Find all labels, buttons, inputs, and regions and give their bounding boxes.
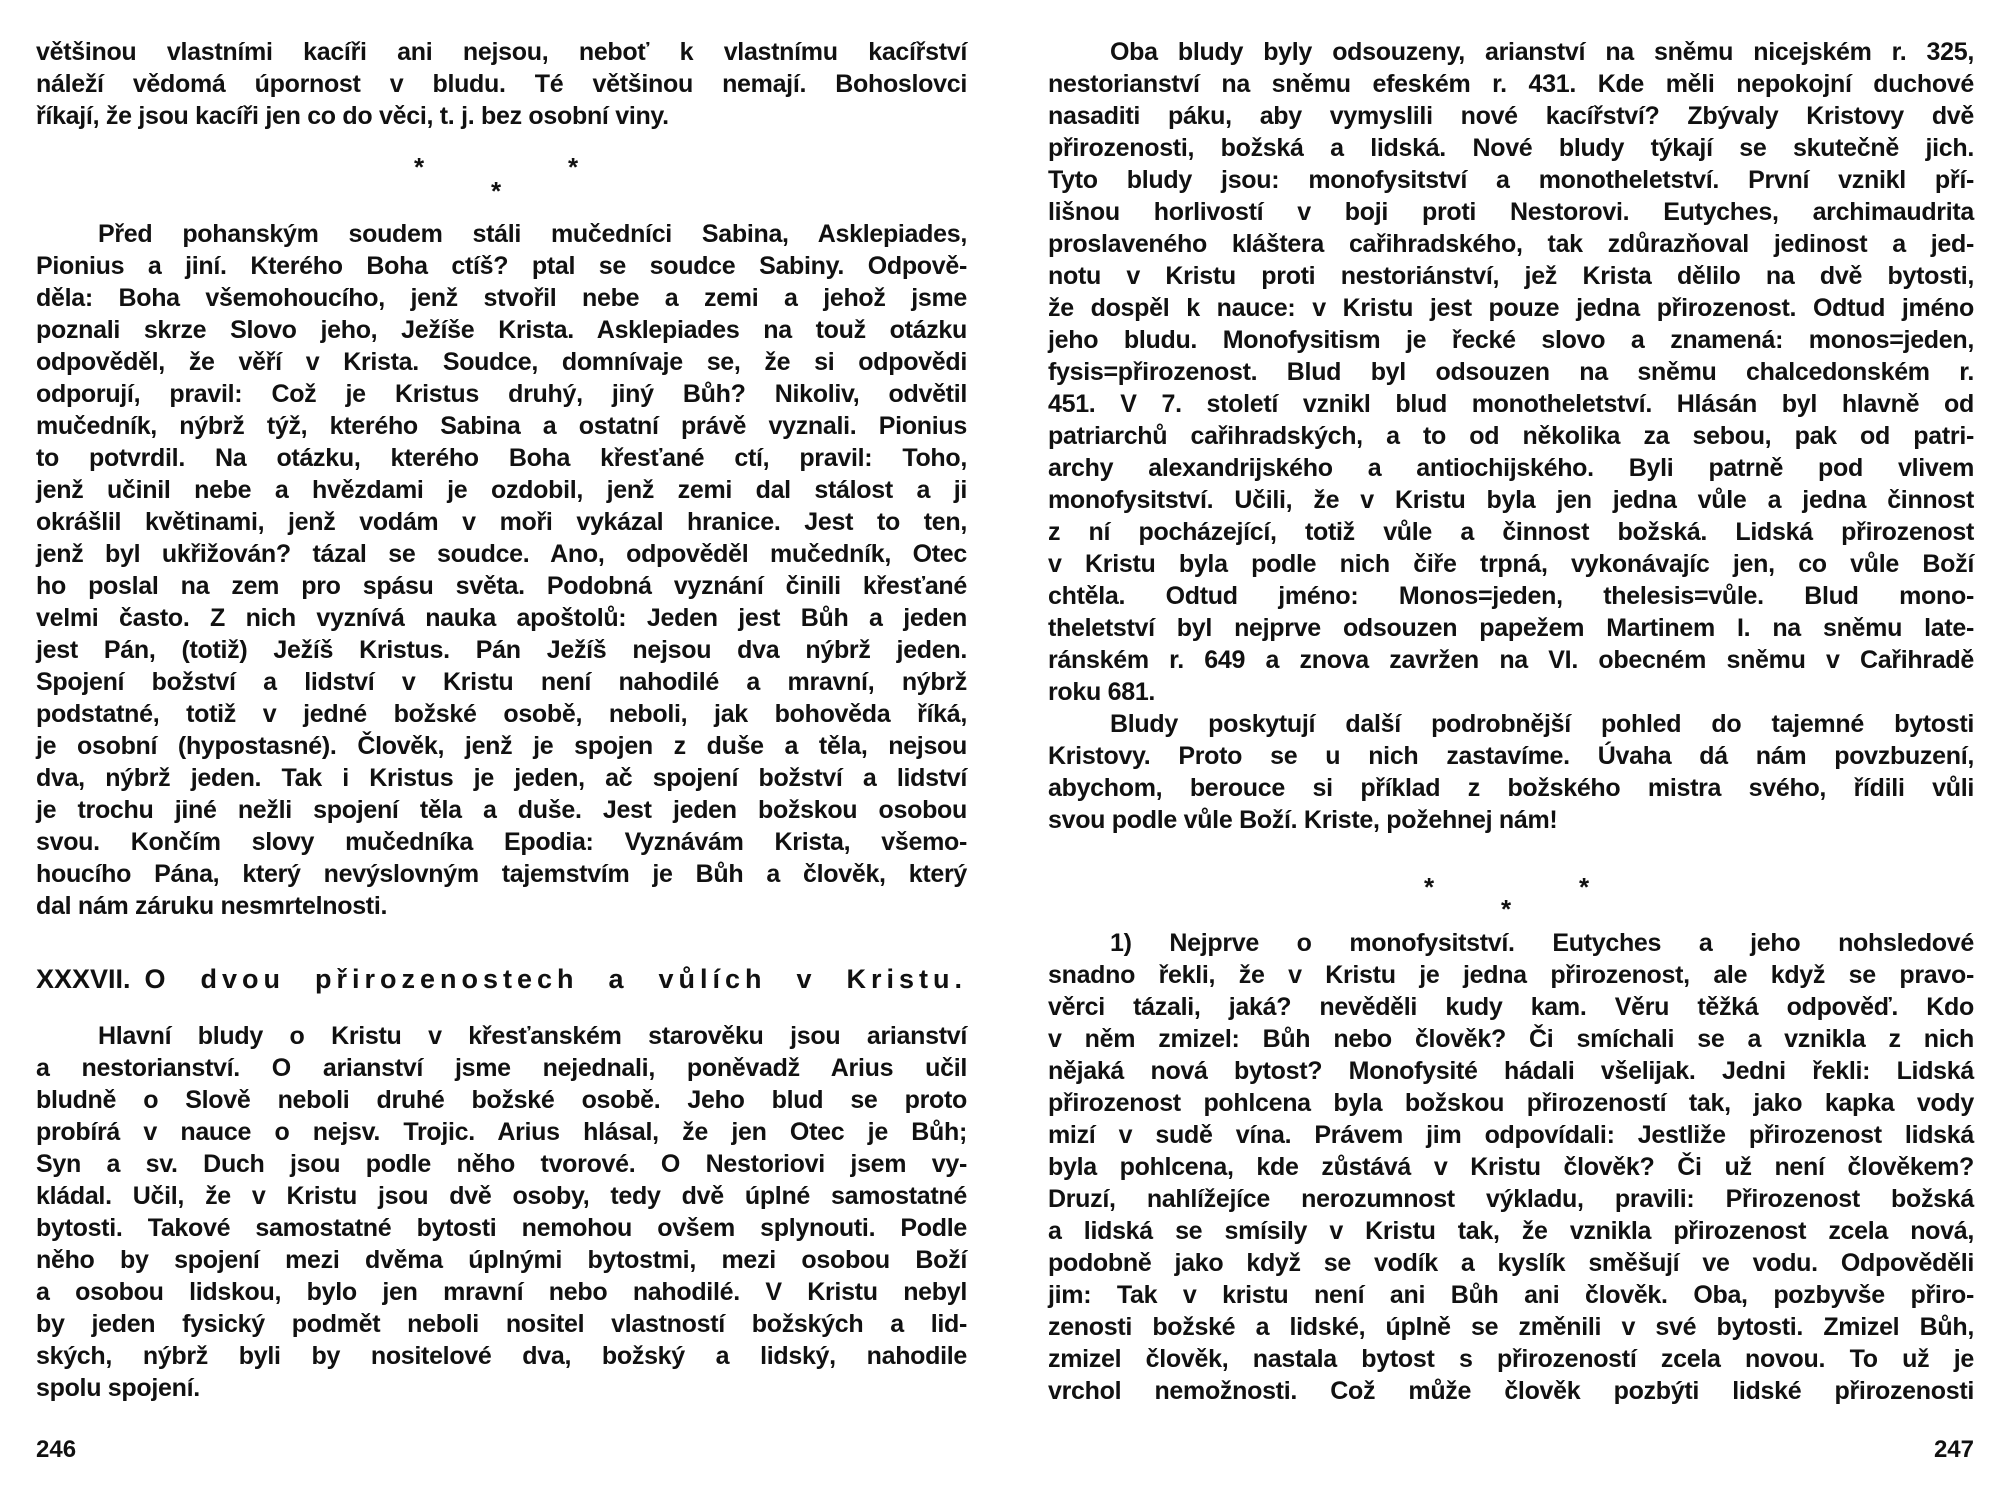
text-line: nějaká nová bytost? Monofysité hádali všelijak. Jedni řekli: Lidská <box>1048 1057 1974 1085</box>
text-line: přirozenosti, božská a lidská. Nové bludy týkají se skutečně jich. <box>1048 134 1974 162</box>
text-line: 451. V 7. století vznikl blud monotheletství. Hlásán byl hlavně od <box>1048 390 1974 418</box>
text-line: říkají, že jsou kacíři jen co do věci, t. j. bez osobní viny. <box>36 102 669 130</box>
text-line: je osobní (hypostasné). Člověk, jenž je spojen z duše a těla, nejsou <box>36 732 967 760</box>
text-line: náleží vědomá úpornost v bludu. Té většinou nemají. Bohoslovci <box>36 70 967 98</box>
text-line: jim: Tak v kristu není ani Bůh ani člověk. Oba, pozbyvše přiro- <box>1048 1281 1974 1309</box>
text-line: Druzí, nahlížejíce nerozumnost výkladu, pravili: Přirozenost božská <box>1048 1185 1974 1213</box>
text-line: houcího Pána, který nevýslovným tajemstvím je Bůh a člověk, který <box>36 860 967 888</box>
text-line: Oba bludy byly odsouzeny, arianství na sněmu nicejském r. 325, <box>1110 38 1974 66</box>
paragraph <box>1048 708 1974 836</box>
text-line: Hlavní bludy o Kristu v křesťanském starověku jsou arianství <box>98 1022 967 1050</box>
chapter-number: XXXVII. <box>36 964 131 994</box>
text-line: jest Pán, (totiž) Ježíš Kristus. Pán Ježíš nejsou dva nýbrž jeden. <box>36 636 967 664</box>
left-text-block-2 <box>36 218 967 922</box>
text-line: přirozenost pohlcena byla božskou přirozeností tak, jako kapka vody <box>1048 1089 1974 1117</box>
chapter-heading <box>36 962 967 996</box>
text-line: snadno řekli, že v Kristu je jedna přirozenost, ale když se pravo- <box>1048 961 1974 989</box>
text-line: nasaditi páku, aby vymyslili nové kacířství? Zbývaly Kristovy dvě <box>1048 102 1974 130</box>
text-line: chtěla. Odtud jméno: Monos=jeden, thelesis=vůle. Blud mono- <box>1048 582 1974 610</box>
text-line: patriarchů cařihradských, a to od několika za sebou, pak od patri- <box>1048 422 1974 450</box>
text-line: že dospěl k nauce: v Kristu jest pouze jedna přirozenost. Odtud jméno <box>1048 294 1974 322</box>
separator-asterisk: * <box>1579 872 1590 902</box>
text-line: ských, nýbrž byli by nositelové dva, božský a lidský, nahodile <box>36 1342 967 1370</box>
text-line: podobně jako když se vodík a kyslík směšují ve vodu. Odpověděli <box>1048 1249 1974 1277</box>
right-text-block-1 <box>1048 36 1974 836</box>
text-line: většinou vlastními kacíři ani nejsou, neboť k vlastnímu kacířství <box>36 38 967 66</box>
text-line: jenž učinil nebe a hvězdami je ozdobil, jenž zemi dal stálost a ji <box>36 476 967 504</box>
text-line: lišnou horlivostí v boji proti Nestorovi. Eutyches, archimaudrita <box>1048 198 1974 226</box>
text-line: Syn a sv. Duch jsou podle něho tvorové. O Nestoriovi jsem vy- <box>36 1150 967 1178</box>
text-line: kládal. Učil, že v Kristu jsou dvě osoby, tedy dvě úplné samostatné <box>36 1182 967 1210</box>
text-line: poznali skrze Slovo jeho, Ježíše Krista. Asklepiades na touž otázku <box>36 316 967 344</box>
text-line: podstatné, totiž v jedné božské osobě, neboli, jak bohověda říká, <box>36 700 967 728</box>
paragraph <box>36 36 967 132</box>
right-text-block-2 <box>1048 927 1974 1407</box>
separator-asterisk: * <box>414 152 425 182</box>
text-line: ho poslal na zem pro spásu světa. Podobná vyznání činili křesťané <box>36 572 967 600</box>
text-line: něho by spojení mezi dvěma úplnými bytostmi, mezi osobou Boží <box>36 1246 967 1274</box>
paragraph <box>1048 927 1974 1407</box>
text-line: proslaveného kláštera cařihradského, tak zdůrazňoval jedinost a jed- <box>1048 230 1974 258</box>
text-line: Před pohanským soudem stáli mučedníci Sabina, Asklepiades, <box>98 220 967 248</box>
text-line: svou podle vůle Boží. Kriste, požehnej nám! <box>1048 806 1558 834</box>
text-line: odpověděl, že věří v Krista. Soudce, domnívaje se, že si odpovědi <box>36 348 967 376</box>
paragraph <box>36 1020 967 1404</box>
left-text-block-3 <box>36 1020 967 1404</box>
text-line: je trochu jiné nežli spojení těla a duše. Jest jeden božskou osobou <box>36 796 967 824</box>
text-line: jeho bludu. Monofysitism je řecké slovo a znamená: monos=jeden, <box>1048 326 1974 354</box>
text-line: věrci tázali, jaká? nevěděli kudy kam. Věru těžká odpověď. Kdo <box>1048 993 1974 1021</box>
text-line: děla: Boha všemohoucího, jenž stvořil nebe a zemi a jehož jsme <box>36 284 967 312</box>
text-line: bludně o Slově neboli druhé božské osobě. Jeho blud se proto <box>36 1086 967 1114</box>
text-line: svou. Končím slovy mučedníka Epodia: Vyznávám Krista, všemo- <box>36 828 967 856</box>
text-line: Bludy poskytují další podrobnější pohled do tajemné bytosti <box>1110 710 1974 738</box>
text-line: byla pohlcena, kde zůstává v Kristu člověk? Či už není člověkem? <box>1048 1153 1974 1181</box>
separator-asterisk: * <box>568 152 579 182</box>
text-line: okrášlil květinami, jenž vodám v moři vykázal hranice. Jest to ten, <box>36 508 967 536</box>
text-line: odporují, pravil: Což je Kristus druhý, jiný Bůh? Nikoliv, odvětil <box>36 380 967 408</box>
text-line: jenž byl ukřižován? tázal se soudce. Ano, odpověděl mučedník, Otec <box>36 540 967 568</box>
text-line: zenosti božské a lidské, úplně se změnili v své bytosti. Zmizel Bůh, <box>1048 1313 1974 1341</box>
text-line: monofysitství. Učili, že v Kristu byla jen jedna vůle a jedna činnost <box>1048 486 1974 514</box>
text-line: fysis=přirozenost. Blud byl odsouzen na sněmu chalcedonském r. <box>1048 358 1974 386</box>
text-line: velmi často. Z nich vyznívá nauka apoštolů: Jeden jest Bůh a jeden <box>36 604 967 632</box>
paragraph <box>36 218 967 922</box>
text-line: Pionius a jiní. Kterého Boha ctíš? ptal se soudce Sabiny. Odpově- <box>36 252 967 280</box>
page-number-left: 246 <box>36 1436 77 1463</box>
separator-asterisk: * <box>491 176 502 206</box>
chapter-title: O dvou přirozenostech a vůlích v Kristu. <box>144 964 967 994</box>
text-line: dal nám záruku nesmrtelnosti. <box>36 892 388 920</box>
text-line: roku 681. <box>1048 678 1156 706</box>
text-line: mučedník, nýbrž týž, kterého Sabina a ostatní právě vyznali. Pionius <box>36 412 967 440</box>
text-line: z ní pocházející, totiž vůle a činnost božská. Lidská přirozenost <box>1048 518 1974 546</box>
text-line: a osobou lidskou, bylo jen mravní nebo nahodilé. V Kristu nebyl <box>36 1278 967 1306</box>
text-line: nestorianství na sněmu efeském r. 431. Kde měli nepokojní duchové <box>1048 70 1974 98</box>
text-line: Kristovy. Proto se u nich zastavíme. Úvaha dá nám povzbuzení, <box>1048 742 1974 770</box>
text-line: a lidská se smísily v Kristu tak, že vznikla přirozenost zcela nová, <box>1048 1217 1974 1245</box>
separator-asterisk: * <box>1501 894 1512 924</box>
separator-asterisk: * <box>1424 872 1435 902</box>
text-line: by jeden fysický podmět neboli nositel vlastností božských a lid- <box>36 1310 967 1338</box>
text-line: notu v Kristu proti nestoriánství, jež Krista dělilo na dvě bytosti, <box>1048 262 1974 290</box>
text-line: Spojení božství a lidství v Kristu není nahodilé a mravní, nýbrž <box>36 668 967 696</box>
text-line: theletství byl nejprve odsouzen papežem Martinem I. na sněmu late- <box>1048 614 1974 642</box>
text-line: probírá v nauce o nejsv. Trojic. Arius hlásal, že jen Otec je Bůh; <box>36 1118 967 1146</box>
text-line: a nestorianství. O arianství jsme nejednali, poněvadž Arius učil <box>36 1054 967 1082</box>
text-line: abychom, berouce si příklad z božského mistra svého, řídili vůli <box>1048 774 1974 802</box>
text-line: spolu spojení. <box>36 1374 200 1402</box>
text-line: ránském r. 649 a znova zavržen na VI. obecném sněmu v Cařihradě <box>1048 646 1974 674</box>
left-text-block-1 <box>36 36 967 132</box>
text-line: 1) Nejprve o monofysitství. Eutyches a jeho nohsledové <box>1110 929 1974 957</box>
page-number-right: 247 <box>1933 1436 1974 1463</box>
paragraph <box>1048 36 1974 708</box>
text-line: Tyto bludy jsou: monofysitství a monotheletství. První vznikl pří- <box>1048 166 1974 194</box>
text-line: archy alexandrijského a antiochijského. Byli patrně pod vlivem <box>1048 454 1974 482</box>
text-line: v něm zmizel: Bůh nebo člověk? Či smíchali se a vznikla z nich <box>1048 1025 1974 1053</box>
text-line: v Kristu byla podle nich čiře trpná, vykonávajíc jen, co vůle Boží <box>1048 550 1974 578</box>
text-line: vrchol nemožnosti. Což může člověk pozbýti lidské přirozenosti <box>1048 1377 1974 1405</box>
text-line: to potvrdil. Na otázku, kterého Boha křesťané ctí, pravil: Toho, <box>36 444 967 472</box>
text-line: mizí v sudě vína. Právem jim odpovídali: Jestliže přirozenost lidská <box>1048 1121 1974 1149</box>
text-line: dva, nýbrž jeden. Tak i Kristus je jeden, ač spojení božství a lidství <box>36 764 967 792</box>
text-line: bytosti. Takové samostatné bytosti nemohou ovšem splynouti. Podle <box>36 1214 967 1242</box>
text-line: zmizel člověk, nastala bytost s přirozeností zcela novou. To už je <box>1048 1345 1974 1373</box>
